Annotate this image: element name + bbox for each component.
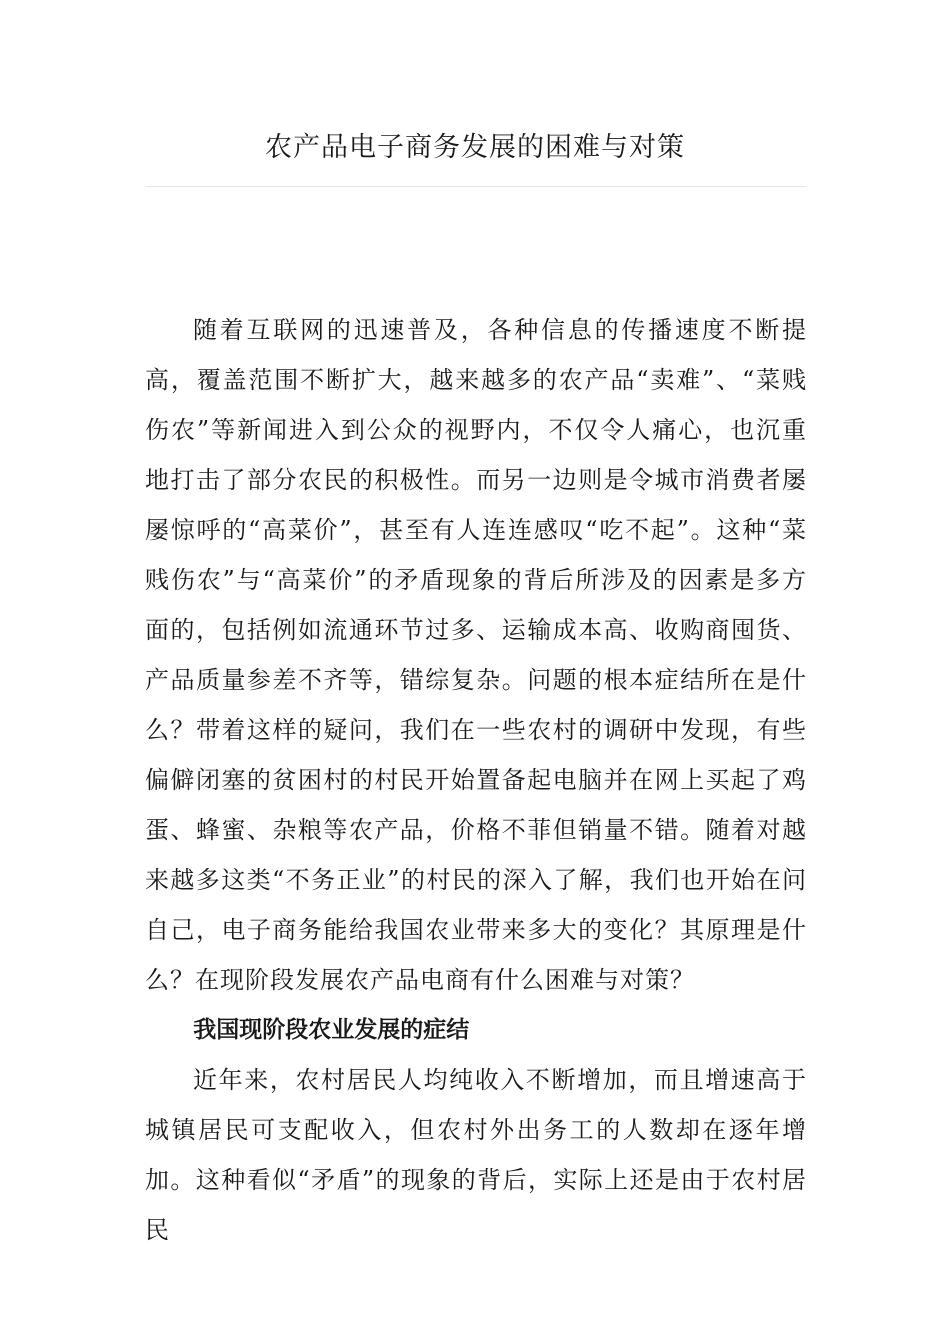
body-paragraph: 近年来，农村居民人均纯收入不断增加，而且增速高于城镇居民可支配收入，但农村外出务工的人数却在逐年增加。这种看似“矛盾”的现象的背后，实际上还是由于农村居民	[145, 1066, 807, 1244]
document-body	[145, 305, 807, 1255]
section-heading: 我国现阶段农业发展的症结	[193, 1017, 470, 1043]
body-paragraph: 随着互联网的迅速普及，各种信息的传播速度不断提高，覆盖范围不断扩大，越来越多的农产品“卖难”、“菜贱伤农”等新闻进入到公众的视野内，不仅令人痛心，也沉重地打击了部分农民的积极性。而另一边则是令城市消费者屡屡惊呼的“高菜价”，甚至有人连连感叹“吃不起”。这种“菜贱伤农”与“高菜价”的矛盾现象的背后所涉及的因素是多方面的，包括例如流通环节过多、运输成本高、收购商囤货、产品质量参差不齐等，错综复杂。问题的根本症结所在是什么？带着这样的疑问，我们在一些农村的调研中发现，有些偏僻闭塞的贫困村的村民开始置备起电脑并在网上买起了鸡蛋、蜂蜜、杂粮等农产品，价格不菲但销量不错。随着对越来越多这类“不务正业”的村民的深入了解，我们也开始在问自己，电子商务能给我国农业带来多大的变化？其原理是什么？在现阶段发展农产品电商有什么困难与对策？	[145, 316, 807, 994]
title-divider	[145, 186, 807, 187]
document-title: 农产品电子商务发展的困难与对策	[265, 132, 685, 163]
